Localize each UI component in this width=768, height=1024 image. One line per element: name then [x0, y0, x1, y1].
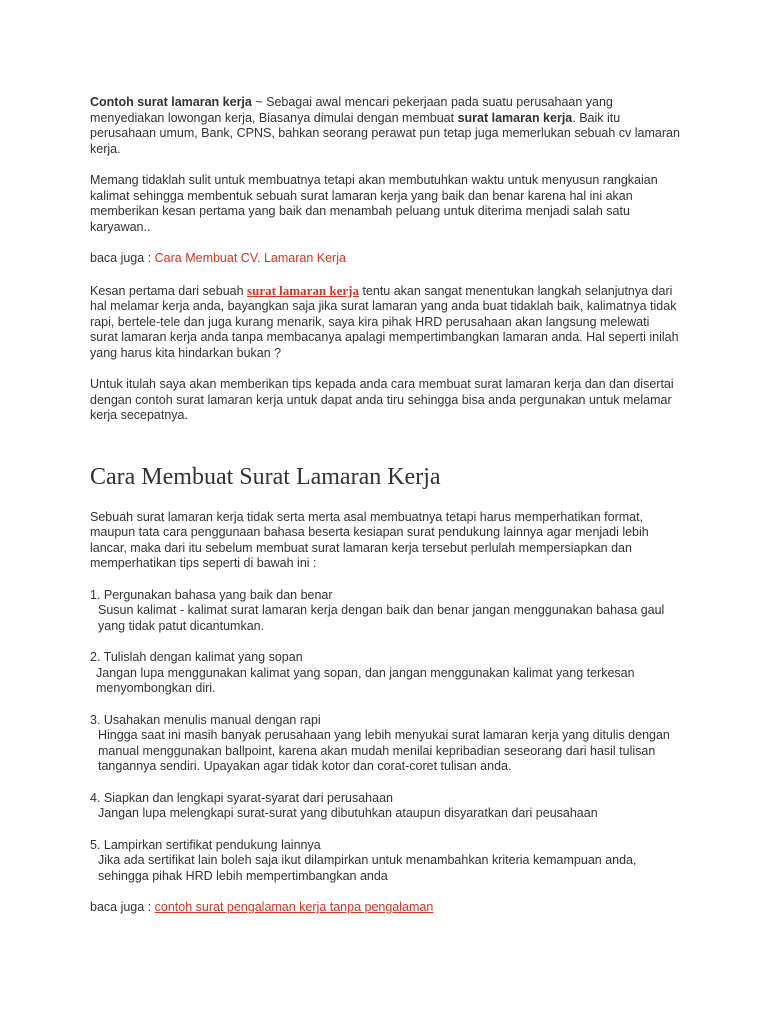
tip-body: Hingga saat ini masih banyak perusahaan yang lebih menyukai surat lamaran kerja yang ditulis dengan manual menggunakan ballpoint, karena akan mudah menilai kepribadian seseorang dari hasil tulisan tangannya sendiri. Upayakan agar tidak kotor dan corat-coret tulisan anda.	[98, 728, 670, 773]
tip-body: Jangan lupa menggunakan kalimat yang sopan, dan jangan menggunakan kalimat yang terkesan menyombongkan diri.	[96, 665, 635, 695]
baca-juga-1	[90, 251, 680, 267]
baca-juga-prefix: baca juga :	[90, 251, 155, 265]
tip-title: 4. Siapkan dan lengkapi syarat-syarat dari perusahaan	[90, 790, 393, 805]
paragraph-3-after: tentu akan sangat menentukan langkah selanjutnya dari hal melamar kerja anda, bayangkan saja jika surat lamaran yang anda buat tidaklah baik, kalimatnya tidak rapi, bertele-tele dan juga kurang menarik, saya kira pihak HRD perusahaan akan langsung melewati surat lamaran kerja anda tanpa membacanya apalagi mempertimbangkan lamaran anda. Hal seperti inilah yang harus kita hindarkan bukan ?	[90, 283, 679, 360]
surat-lamaran-kerja-link[interactable]: surat lamaran kerja	[247, 282, 359, 298]
intro-mid-bold: surat lamaran kerja	[457, 110, 573, 125]
tip-body: Susun kalimat - kalimat surat lamaran kerja dengan baik dan benar jangan menggunakan bahasa gaul yang tidak patut dicantumkan.	[98, 603, 665, 633]
intro-lead-bold: Contoh surat lamaran kerja	[90, 95, 252, 109]
tip-body: Jangan lupa melengkapi surat-surat yang dibutuhkan ataupun disyaratkan dari peusahaan	[98, 806, 598, 820]
paragraph-5: Sebuah surat lamaran kerja tidak serta merta asal membuatnya tetapi harus memperhatikan format, maupun tata cara penggunaan bahasa beserta kesiapan surat pendukung lainnya agar menjadi lebih lancar, maka dari itu sebelum membuat surat lamaran kerja tersebut perlulah mempersiapkan dan memperhatikan tips seperti di bawah ini :	[90, 509, 649, 570]
paragraph-4: Untuk itulah saya akan memberikan tips kepada anda cara membuat surat lamaran kerja dan dan disertai dengan contoh surat lamaran kerja untuk dapat anda tiru sehingga bisa anda pergunakan untuk melamar kerja secepatnya.	[90, 377, 674, 422]
tips-list	[90, 588, 680, 885]
tip-title: 5. Lampirkan sertifikat pendukung lainnya	[90, 837, 321, 852]
tip-item	[90, 791, 680, 822]
tip-title: 2. Tulislah dengan kalimat yang sopan	[90, 650, 303, 664]
tip-item	[90, 650, 680, 697]
tip-item	[90, 588, 680, 635]
tip-item	[90, 713, 680, 775]
intro-paragraph	[90, 95, 680, 157]
baca-juga-2	[90, 900, 680, 916]
tip-title: 3. Usahakan menulis manual dengan rapi	[90, 712, 321, 727]
intro-tail-text: . Baik itu perusahaan umum, Bank, CPNS, bahkan seorang perawat pun tetap juga memerlukan sebuah cv lamaran kerja.	[90, 110, 680, 156]
paragraph-3-before: Kesan pertama dari sebuah	[90, 283, 248, 298]
baca-juga-link-cv[interactable]: Cara Membuat CV. Lamaran Kerja	[154, 251, 346, 265]
section-heading: Cara Membuat Surat Lamaran Kerja	[90, 463, 441, 490]
baca-juga-prefix: baca juga :	[90, 900, 155, 914]
baca-juga-link-pengalaman[interactable]: contoh surat pengalaman kerja tanpa pengalaman	[154, 900, 434, 914]
tip-body: Jika ada sertifikat lain boleh saja ikut dilampirkan untuk menambahkan kriteria kemampuan anda, sehingga pihak HRD lebih mempertimbangkan anda	[98, 853, 637, 883]
paragraph-2: Memang tidaklah sulit untuk membuatnya tetapi akan membutuhkan waktu untuk menyusun rangkaian kalimat sehingga membentuk sebuah surat lamaran kerja yang baik dan benar karena hal ini akan memberikan kesan pertama yang baik dan menambah peluang untuk diterima menjadi salah satu karyawan..	[90, 173, 658, 234]
article	[90, 95, 680, 916]
paragraph-3	[90, 283, 680, 362]
tip-item	[90, 838, 680, 885]
tip-title: 1. Pergunakan bahasa yang baik dan benar	[90, 587, 333, 602]
intro-lead-text: ~ Sebagai awal mencari pekerjaan pada suatu perusahaan yang menyediakan lowongan kerja, Biasanya dimulai dengan membuat	[90, 95, 613, 125]
